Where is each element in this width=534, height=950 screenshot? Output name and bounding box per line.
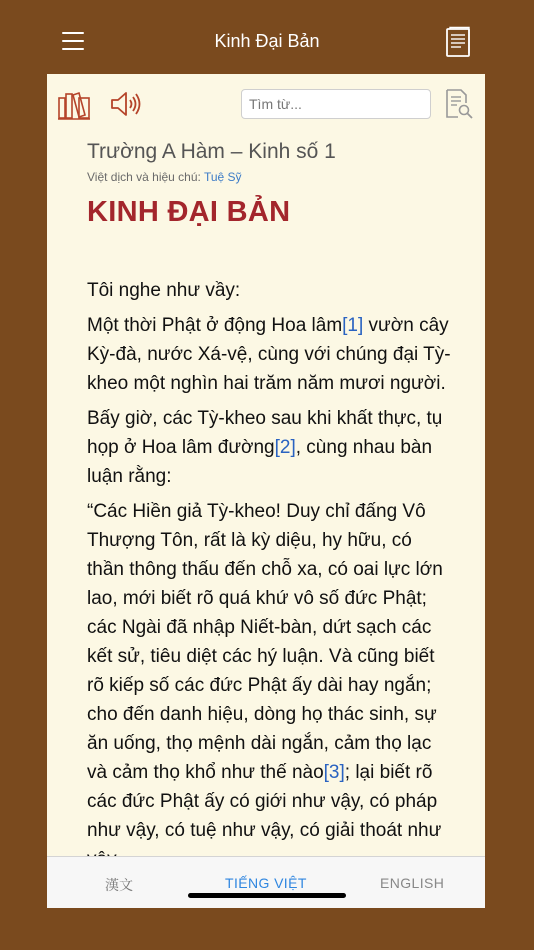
footnote-link[interactable]: [1] — [342, 315, 364, 336]
tab-vietnamese[interactable]: TIẾNG VIỆT — [225, 875, 307, 891]
paragraph-text: ; lại biết rõ các đức Phật ấy có giới như vậy, có pháp như vậy, có tuệ như vậy, có giải thoát như — [87, 762, 442, 841]
sutra-title: KINH ĐẠI BẢN — [87, 196, 291, 228]
paragraph-text: , cùng nhau bàn luận rằng: — [87, 437, 433, 487]
paragraph-text: “Các Hiền giả Tỳ-kheo! Duy chỉ đấng Vô Thượng Tôn, rất là kỳ diệu, hy hữu, có thần thông thấu đến chỗ xa, có oai lực lớn lao, mới biết rõ quá khứ vô số đức Phật; các Ngài đã nhập Niết-bàn, dứt sạch các kết sử, tiêu diệt các hý luận. Và cũng biết rõ kiếp số các đức Phật ấy dài hay ngắn; cho đến danh hiệu, dòng họ thác sinh, sự ăn uống, thọ mệnh dài ngắn, cảm thọ lạc và cảm thọ khổ như thế nào — [87, 501, 443, 783]
tab-english[interactable]: ENGLISH — [380, 875, 445, 891]
top-bar — [0, 0, 534, 74]
tab-chinese[interactable]: 漢文 — [105, 878, 133, 894]
paragraph-text: Một thời Phật ở động Hoa lâm — [87, 315, 343, 336]
translator-link[interactable]: Tuệ Sỹ — [203, 170, 242, 184]
language-tab-bar — [47, 856, 485, 908]
home-indicator — [188, 893, 346, 898]
library-icon[interactable] — [57, 90, 91, 125]
footnote-link[interactable]: [2] — [274, 437, 296, 458]
paragraph: Tôi nghe như vầy: — [87, 280, 241, 301]
translator-credit — [87, 170, 242, 184]
speaker-icon[interactable] — [109, 90, 143, 123]
search-input[interactable] — [241, 89, 431, 119]
paragraph — [87, 311, 453, 398]
footnote-link[interactable]: [3] — [323, 762, 345, 783]
book-icon[interactable] — [444, 26, 472, 58]
paragraph — [87, 497, 453, 874]
sutra-collection-title: Trường A Hàm – Kinh số 1 — [87, 140, 336, 163]
paragraph-text: Bấy giờ, các Tỳ-kheo sau khi khất thực, tụ họp ở Hoa lâm đường — [87, 408, 443, 458]
app-title: Kinh Đại Bản — [214, 31, 320, 51]
paragraph-text: vườn cây Kỳ-đà, nước Xá-vệ, cùng với chúng đại Tỳ-kheo một nghìn hai trăm năm mươi người. — [87, 315, 451, 394]
sutra-body — [87, 276, 453, 880]
search-document-icon[interactable] — [444, 88, 474, 125]
reading-page — [47, 74, 485, 908]
credit-label: Việt dịch và hiệu chú: — [87, 170, 204, 184]
paragraph — [87, 404, 453, 491]
